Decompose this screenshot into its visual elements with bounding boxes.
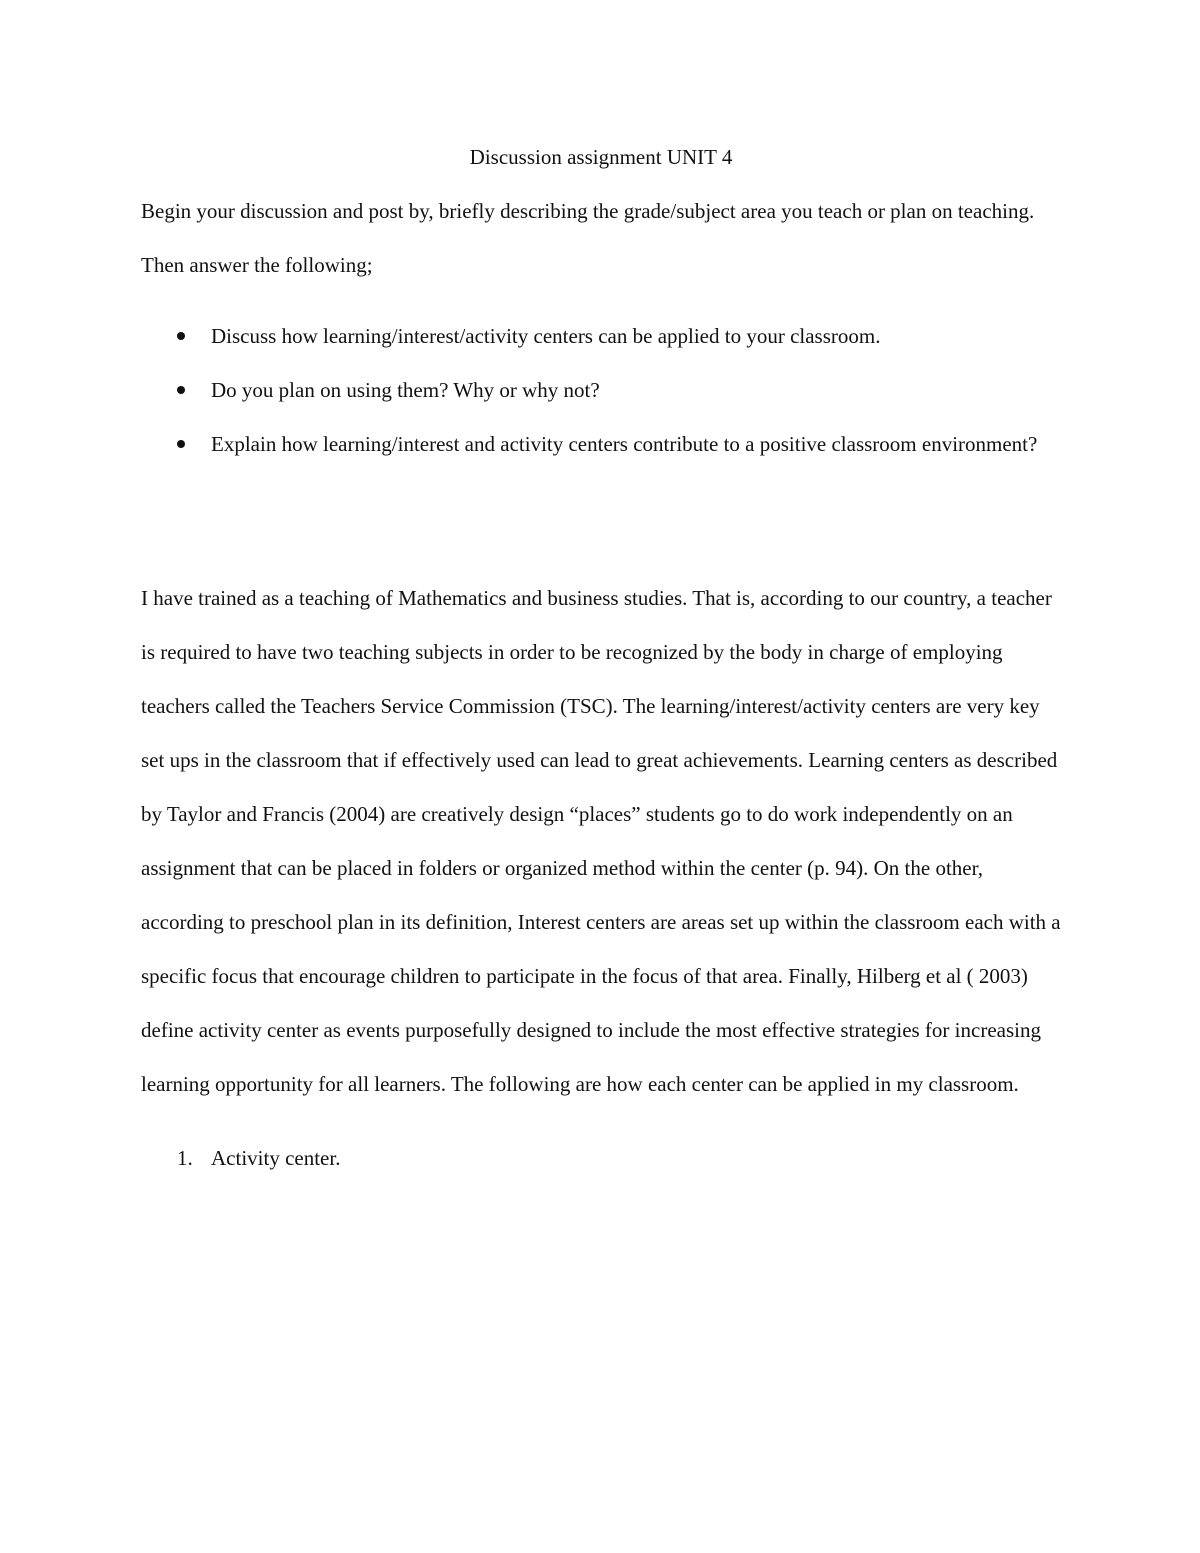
bullet-icon [177,386,185,394]
document-content [141,130,1061,1185]
document-title: Discussion assignment UNIT 4 [469,145,733,169]
numbered-list [141,1131,1061,1185]
list-item [141,363,1061,417]
bullet-icon [177,440,185,448]
list-item-text: Activity center. [211,1146,341,1170]
list-item-text: Explain how learning/interest and activity centers contribute to a positive classroom environment? [211,432,1038,456]
list-item [141,1131,1061,1185]
list-item [141,417,1061,471]
body-paragraph: I have trained as a teaching of Mathematics and business studies. That is, according to our country, a teacher is required to have two teaching subjects in order to be recognized by the body in charge of employing teachers called the Teachers Service Commission (TSC). The learning/interest/activity centers are very key set ups in the classroom that if effectively used can lead to great achievements. Learning centers as described by Taylor and Francis (2004) are creatively design “places” students go to do work independently on an assignment that can be placed in folders or organized method within the center (p. 94). On the other, according to preschool plan in its definition, Interest centers are areas set up within the classroom each with a specific focus that encourage children to participate in the focus of that area. Finally, Hilberg et al ( 2003) define activity center as events purposefully designed to include the most effective strategies for increasing learning opportunity for all learners. The following are how each center can be applied in my classroom. [141,586,1061,1096]
question-list [141,309,1061,471]
list-item-number: 1. [177,1146,193,1170]
intro-paragraph: Begin your discussion and post by, briefly describing the grade/subject area you teach or plan on teaching. Then answer the following; [141,199,1035,277]
list-item-text: Discuss how learning/interest/activity centers can be applied to your classroom. [211,324,881,348]
list-item-text: Do you plan on using them? Why or why not? [211,378,600,402]
list-item [141,309,1061,363]
bullet-icon [177,332,185,340]
